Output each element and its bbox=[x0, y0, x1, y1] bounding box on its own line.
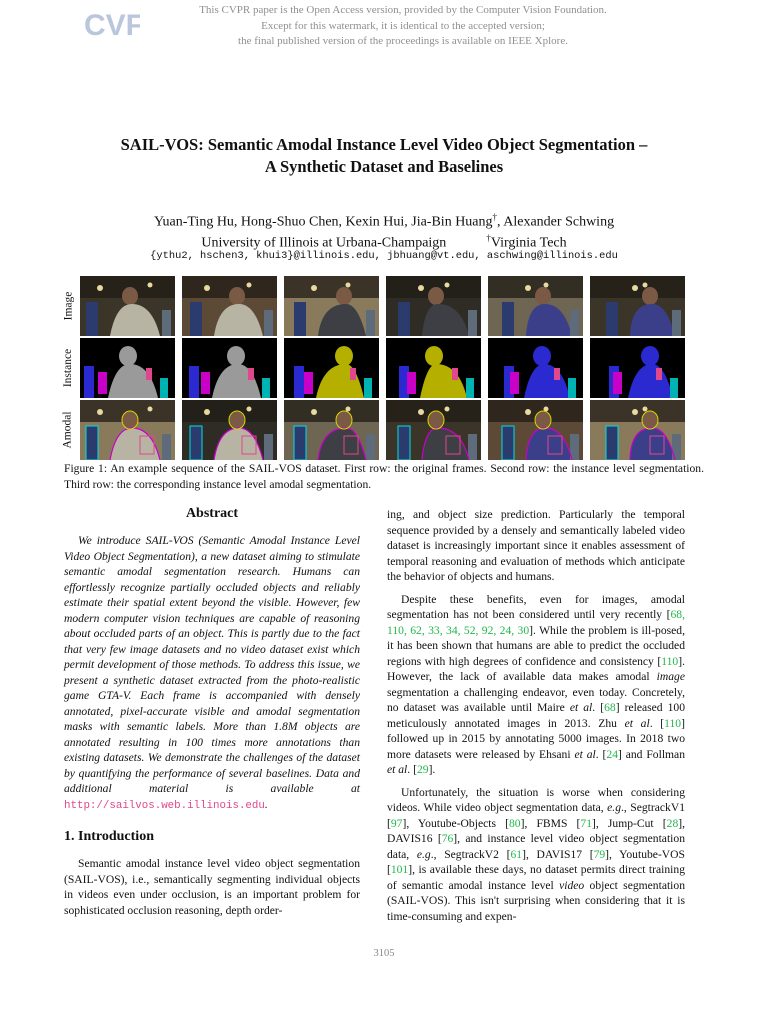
frame-image-4 bbox=[386, 276, 481, 336]
title-line-1: SAIL-VOS: Semantic Amodal Instance Level Video Object Segmentation – bbox=[120, 135, 648, 154]
abstract-heading: Abstract bbox=[185, 506, 239, 521]
citation-link[interactable]: 110 bbox=[661, 654, 679, 668]
frame-amodal-1 bbox=[80, 400, 175, 460]
citation-link[interactable]: 68 bbox=[604, 701, 616, 714]
frame-instance-5 bbox=[488, 338, 583, 398]
frame-image-6 bbox=[590, 276, 685, 336]
frame-image-3 bbox=[284, 276, 379, 336]
right-paragraph-2: Despite these benefits, even for images, amodal segmentation has not been considered until very recently [68, 110, 62, 33, 34, 52, 92, 24, 30]. While the problem is ill-posed, it has been shown that humans are able to predict the occluded regions with high degrees of confidence and consistency [110]. However, the lack of available data makes amodal image segmentation a challenging endeavor, even today. Concretely, no dataset was available until Maire et al. [68] released 100 meticulously annotated images in 2013. Zhu et al. [110] followed up in 2015 by annotating 5000 images. In 2018 two more datasets were released by Ehsani et al. [24] and Follman et al. [29]. bbox=[387, 592, 685, 776]
citation-link[interactable]: 76 bbox=[441, 832, 454, 845]
frame-instance-4 bbox=[386, 338, 481, 398]
frame-image-1 bbox=[80, 276, 175, 336]
frame-amodal-5 bbox=[488, 400, 583, 460]
abstract-text: We introduce SAIL-VOS (Semantic Amodal Instance Level Video Object Segmentation), a new dataset aiming to stimulate semantic amodal segmentation research. Humans can effortlessly recognize partially occluded objects and reliably estimate their spatial extent beyond the visible. However, few modern computer vision techniques are capable of reasoning about occluded parts of an object. This is partly due to the fact that very few image datasets and no video dataset exist which permit development of those methods. To address this issue, we present a synthetic dataset extracted from the photo-realistic game GTA-V. Each frame is accompanied with densely annotated, pixel-accurate visible and amodal segmentation masks with semantic labels. More than 1.8M objects are annotated resulting in 100 times more annotations than existing datasets. We demonstrate the challenges of the dataset by quantifying the performance of several baselines. Data and additional material is available at http://sailvos.web.illinois.edu. bbox=[64, 534, 360, 812]
citation-link[interactable]: 80 bbox=[508, 816, 521, 830]
watermark-line-2: Except for this watermark, it is identical to the accepted version; bbox=[261, 19, 545, 32]
paper-title bbox=[40, 134, 728, 178]
intro-paragraph-1: Semantic amodal instance level video object segmentation (SAIL-VOS), i.e., semantically segmenting individual objects in videos even under occlusion, is an important problem for sophisticated occlusion reasoning, depth order- bbox=[64, 857, 360, 917]
frame-amodal-2 bbox=[182, 400, 277, 460]
left-column bbox=[64, 505, 360, 925]
watermark-notice bbox=[150, 3, 656, 50]
citation-link[interactable]: 68, 110, 62, 33, 34, 52, 92, 24, 30 bbox=[387, 608, 685, 637]
citation-link[interactable]: 110 bbox=[664, 716, 682, 730]
citation-link[interactable]: 29 bbox=[416, 763, 429, 776]
authors-text: Yuan-Ting Hu, Hong-Shuo Chen, Kexin Hui, Jia-Bin Huang bbox=[153, 214, 493, 230]
frame-instance-1 bbox=[80, 338, 175, 398]
citation-link[interactable]: 97 bbox=[390, 816, 403, 830]
citation-link[interactable]: 61 bbox=[510, 847, 523, 861]
affiliation-uiuc: University of Illinois at Urbana-Champaign bbox=[201, 235, 447, 251]
frame-amodal-3 bbox=[284, 400, 379, 460]
right-column bbox=[387, 507, 685, 931]
author-mark: † bbox=[492, 212, 498, 222]
title-line-2: A Synthetic Dataset and Baselines bbox=[264, 157, 504, 176]
frame-amodal-6 bbox=[590, 400, 685, 460]
right-paragraph-3: Unfortunately, the situation is worse when considering videos. While video object segmentation data, e.g., SegtrackV1 [97], Youtube-Objects [80], FBMS [71], Jump-Cut [28], DAVIS16 [76], and instance level video object segmentation data, e.g., SegtrackV2 [61], DAVIS17 [79], Youtube-VOS [101], is available these days, no dataset permits direct training of semantic amodal instance level video object segmentation (SAIL-VOS). This isn't surprising when considering that it is time-consuming and expen- bbox=[387, 785, 686, 923]
introduction-heading: 1. Introduction bbox=[64, 829, 154, 844]
citation-link[interactable]: 71 bbox=[580, 816, 593, 830]
affiliation-vt: Virginia Tech bbox=[490, 235, 567, 251]
right-paragraph-1: ing, and object size prediction. Particularly the temporal sequence provided by a densely and semantically labeled video dataset is increasingly important since it enables assessment of temporal reasoning and evaluation of methods which anticipate the behavior of objects and humans. bbox=[387, 508, 685, 583]
row-label-image: Image bbox=[62, 291, 75, 321]
frame-amodal-4 bbox=[386, 400, 481, 460]
watermark-line-3: the final published version of the proceedings is available on IEEE Xplore. bbox=[238, 35, 568, 47]
cvf-logo-graphic bbox=[84, 7, 140, 41]
citation-link[interactable]: 28 bbox=[666, 816, 679, 830]
cvf-logo bbox=[84, 7, 140, 41]
svg-text:CVF: CVF bbox=[84, 9, 140, 41]
authors-text-end: , Alexander Schwing bbox=[497, 214, 615, 230]
frame-image-5 bbox=[488, 276, 583, 336]
figure-1 bbox=[58, 276, 688, 460]
frame-image-2 bbox=[182, 276, 277, 336]
affiliation-mark: † bbox=[486, 233, 491, 243]
author-emails: {ythu2, hschen3, khui3}@illinois.edu, jbhuang@vt.edu, aschwing@illinois.edu bbox=[150, 250, 618, 262]
frame-instance-2 bbox=[182, 338, 277, 398]
page-number: 3105 bbox=[373, 948, 395, 959]
frame-instance-3 bbox=[284, 338, 379, 398]
row-label-amodal: Amodal bbox=[62, 411, 74, 449]
watermark-line-1: This CVPR paper is the Open Access version, provided by the Computer Vision Foundation. bbox=[199, 4, 607, 16]
figure-caption: Figure 1: An example sequence of the SAIL-VOS dataset. First row: the original frames. Second row: the instance level segmentation. Third row: the corresponding instance level amodal segmentation. bbox=[64, 462, 704, 491]
citation-link[interactable]: 101 bbox=[390, 863, 409, 876]
row-label-instance: Instance bbox=[62, 348, 75, 388]
citation-link[interactable]: 79 bbox=[593, 847, 606, 861]
citation-link[interactable]: 24 bbox=[606, 747, 618, 761]
frame-instance-6 bbox=[590, 338, 685, 398]
dataset-link[interactable]: http://sailvos.web.illinois.edu bbox=[64, 799, 265, 812]
